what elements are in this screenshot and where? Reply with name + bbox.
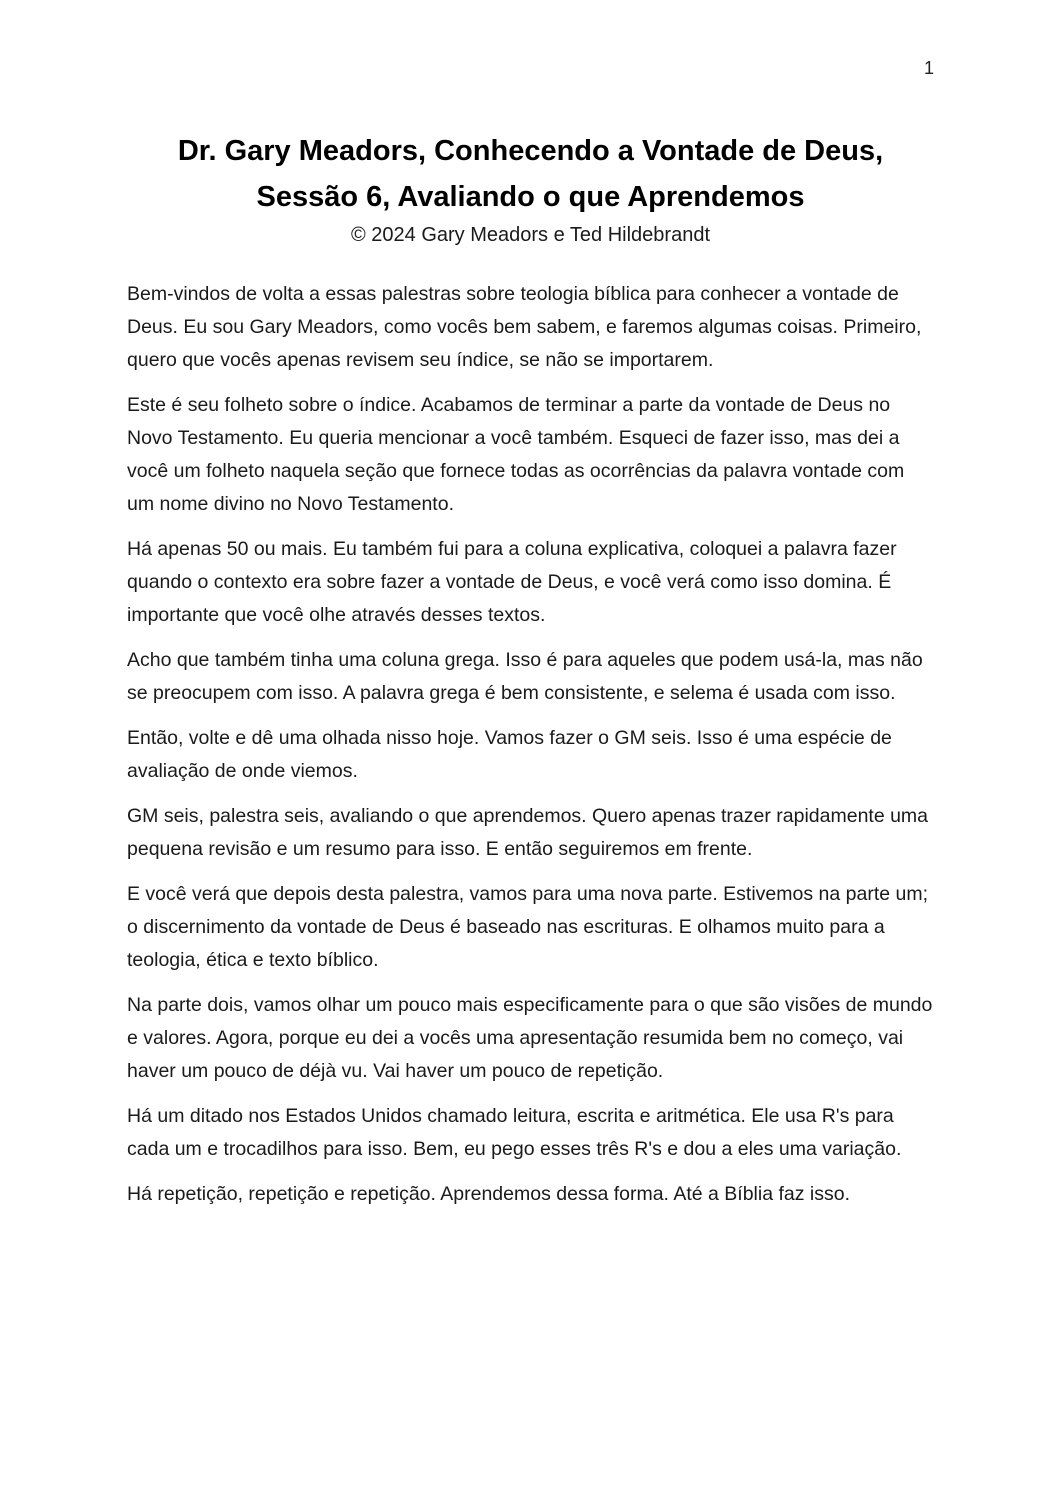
paragraph-8: Na parte dois, vamos olhar um pouco mais especificamente para o que são visões de mundo e valores. Agora, porque eu dei a vocês uma apresentação resumida bem no começo, vai haver um pouco de déjà vu. Vai haver um pouco de repetição. xyxy=(127,994,933,1082)
document-title-line-1: Dr. Gary Meadors, Conhecendo a Vontade de Deus, xyxy=(177,135,884,167)
paragraph-10: Há repetição, repetição e repetição. Aprendemos dessa forma. Até a Bíblia faz isso. xyxy=(127,1183,850,1205)
document-title xyxy=(127,128,934,220)
paragraph-6: GM seis, palestra seis, avaliando o que aprendemos. Quero apenas trazer rapidamente uma pequena revisão e um resumo para isso. E então seguiremos em frente. xyxy=(127,805,929,860)
copyright-line: © 2024 Gary Meadors e Ted Hildebrandt xyxy=(350,224,710,246)
paragraph-3: Há apenas 50 ou mais. Eu também fui para a coluna explicativa, coloquei a palavra fazer quando o contexto era sobre fazer a vontade de Deus, e você verá como isso domina. É importante que você olhe através desses textos. xyxy=(127,538,897,626)
document-body xyxy=(127,278,934,1211)
paragraph-4: Acho que também tinha uma coluna grega. Isso é para aqueles que podem usá-la, mas não se preocupem com isso. A palavra grega é bem consistente, e selema é usada com isso. xyxy=(127,649,923,704)
paragraph-1: Bem-vindos de volta a essas palestras sobre teologia bíblica para conhecer a vontade de Deus. Eu sou Gary Meadors, como vocês bem sabem, e faremos algumas coisas. Primeiro, quero que vocês apenas revisem seu índice, se não se importarem. xyxy=(127,283,922,371)
document-title-line-2: Sessão 6, Avaliando o que Aprendemos xyxy=(256,181,805,213)
paragraph-9: Há um ditado nos Estados Unidos chamado leitura, escrita e aritmética. Ele usa R's para cada um e trocadilhos para isso. Bem, eu pego esses três R's e dou a eles uma variação. xyxy=(127,1105,902,1160)
paragraph-7: E você verá que depois desta palestra, vamos para uma nova parte. Estivemos na parte um; o discernimento da vontade de Deus é baseado nas escrituras. E olhamos muito para a teologia, ética e texto bíblico. xyxy=(127,883,929,971)
paragraph-2: Este é seu folheto sobre o índice. Acabamos de terminar a parte da vontade de Deus no Novo Testamento. Eu queria mencionar a você também. Esqueci de fazer isso, mas dei a você um folheto naquela seção que fornece todas as ocorrências da palavra vontade com um nome divino no Novo Testamento. xyxy=(127,394,905,515)
page-number: 1 xyxy=(923,58,934,78)
paragraph-5: Então, volte e dê uma olhada nisso hoje. Vamos fazer o GM seis. Isso é uma espécie de avaliação de onde viemos. xyxy=(127,727,892,782)
